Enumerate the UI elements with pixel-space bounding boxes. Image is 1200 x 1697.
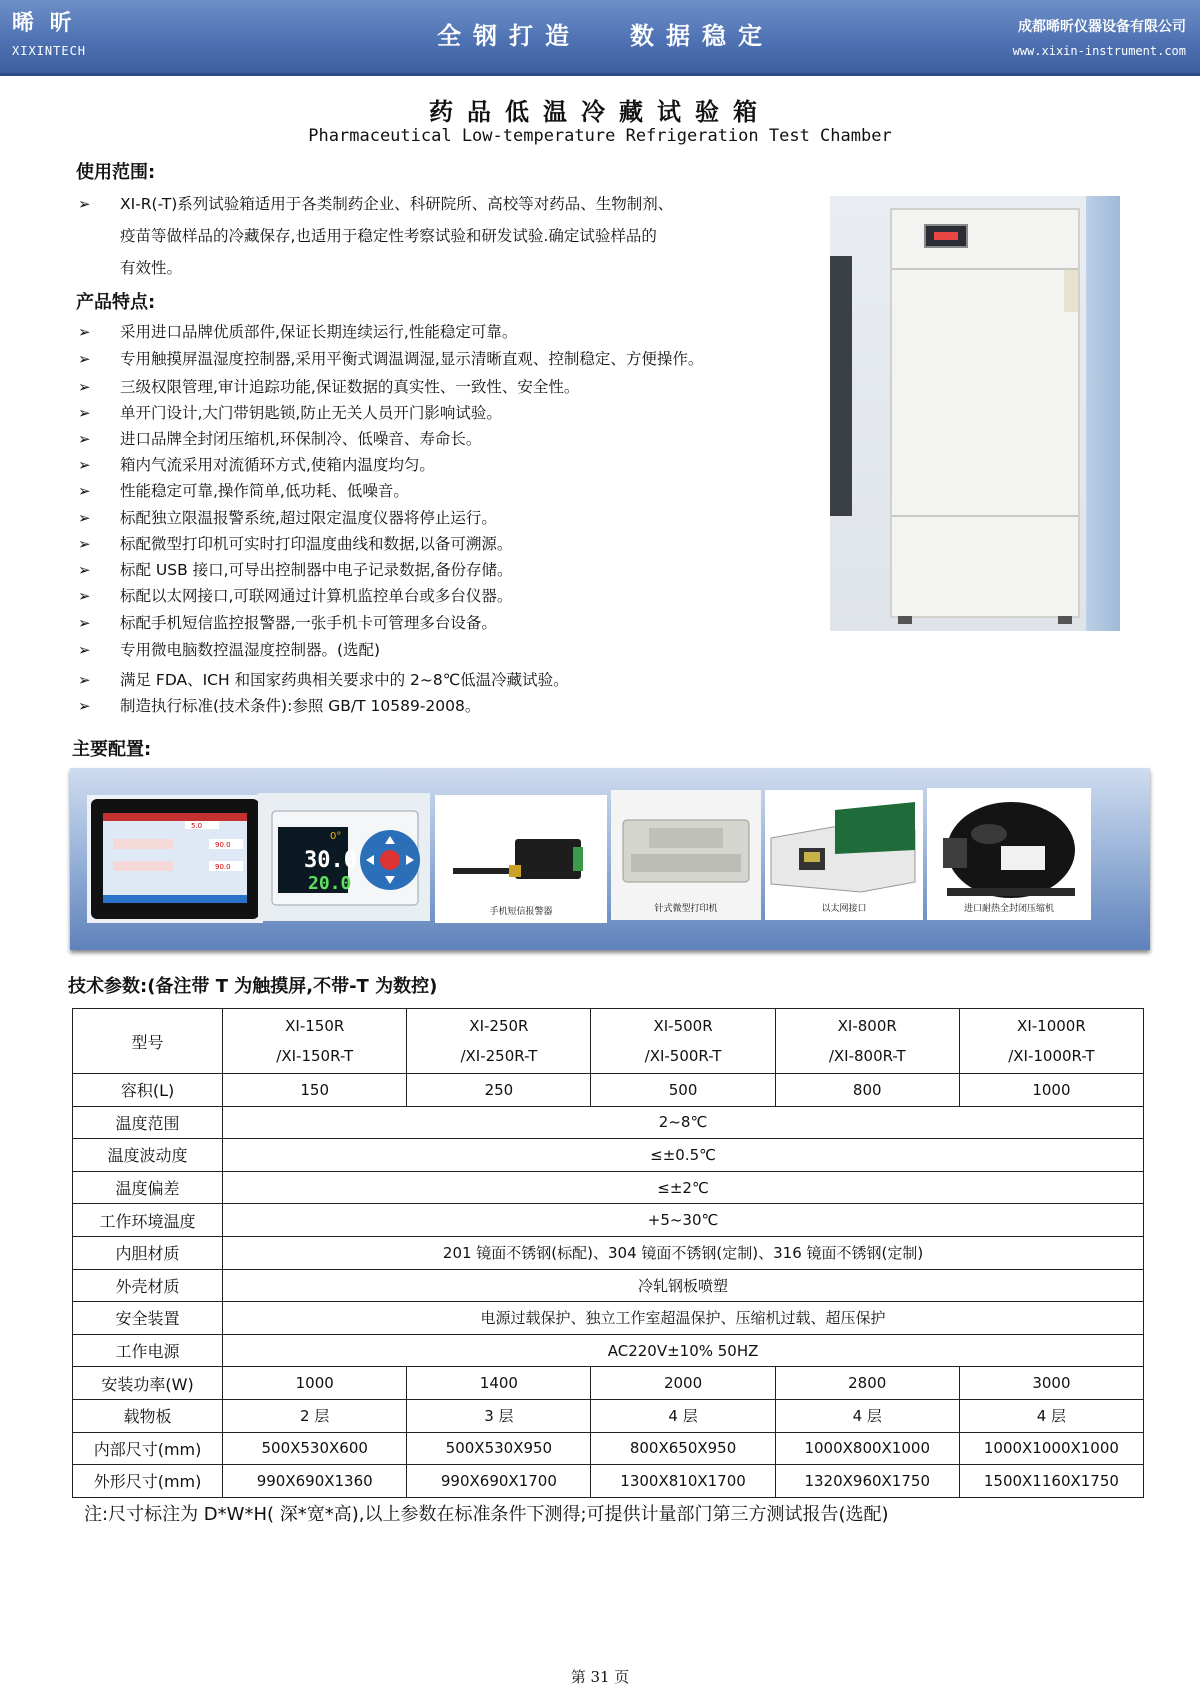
value-cell: 4 层: [959, 1399, 1143, 1432]
slogan-1: 全钢打造: [437, 22, 581, 50]
table-row: [73, 1432, 1144, 1465]
ethernet-card-image: [765, 790, 923, 920]
scope-heading: 使用范围:: [76, 162, 156, 183]
specs-heading: 技术参数:(备注带 T 为触摸屏,不带-T 为数控): [68, 976, 438, 997]
table-row: [73, 1269, 1144, 1302]
table-row: [73, 1367, 1144, 1400]
feature-item: ➢ 标配独立限温报警系统,超过限定温度仪器将停止运行。: [78, 509, 497, 527]
compressor-image: [927, 788, 1091, 920]
value-cell: 2 层: [223, 1399, 407, 1432]
config-image-strip: [70, 768, 1150, 950]
row-label: 型号: [73, 1009, 223, 1074]
merged-cell: 201 镜面不锈钢(标配)、304 镜面不锈钢(定制)、316 镜面不锈钢(定制): [223, 1236, 1144, 1269]
config-heading: 主要配置:: [72, 739, 152, 760]
chamber-cabinet-image: [890, 208, 1080, 618]
merged-cell: AC220V±10% 50HZ: [223, 1334, 1144, 1367]
bullet-arrow-icon: ➢: [78, 509, 91, 527]
bullet-arrow-icon: ➢: [78, 404, 91, 422]
bullet-arrow-icon: ➢: [78, 323, 91, 341]
value-cell: 990X690X1700: [407, 1465, 591, 1498]
page-number: 第 31 页: [570, 1668, 630, 1686]
value-cell: 1400: [407, 1367, 591, 1400]
table-row: [73, 1399, 1144, 1432]
table-row: [73, 1302, 1144, 1335]
value-cell: 500X530X950: [407, 1432, 591, 1465]
row-label: 容积(L): [73, 1074, 223, 1107]
sms-alarm-image: [435, 795, 607, 923]
table-row: [73, 1074, 1144, 1107]
table-row: [73, 1009, 1144, 1074]
row-label: 工作环境温度: [73, 1204, 223, 1237]
bullet-arrow-icon: ➢: [78, 456, 91, 474]
controller-display-top: 30.0: [304, 848, 357, 873]
value-cell: 3 层: [407, 1399, 591, 1432]
row-label: 温度范围: [73, 1106, 223, 1139]
row-label: 外壳材质: [73, 1269, 223, 1302]
value-cell: 1320X960X1750: [775, 1465, 959, 1498]
row-label: 内胆材质: [73, 1236, 223, 1269]
spec-table: [72, 1008, 1144, 1498]
merged-cell: 2~8℃: [223, 1106, 1144, 1139]
row-label: 安装功率(W): [73, 1367, 223, 1400]
merged-cell: 电源过载保护、独立工作室超温保护、压缩机过载、超压保护: [223, 1302, 1144, 1335]
bullet-arrow-icon: ➢: [78, 378, 91, 396]
bullet-arrow-icon: ➢: [78, 561, 91, 579]
product-photo: [830, 196, 1120, 631]
brand-logo-cn: 晞 昕: [12, 11, 76, 36]
bullet-arrow-icon: ➢: [78, 671, 91, 689]
row-label: 工作电源: [73, 1334, 223, 1367]
feature-item: ➢ 专用微电脑数控温湿度控制器。(选配): [78, 641, 381, 659]
table-row: [73, 1171, 1144, 1204]
value-cell: 1000X1000X1000: [959, 1432, 1143, 1465]
feature-item: ➢ 进口品牌全封闭压缩机,环保制冷、低噪音、寿命长。: [78, 430, 482, 448]
page-header: [0, 0, 1200, 76]
touch-value-2: 90.0: [215, 841, 231, 849]
row-label: 温度偏差: [73, 1171, 223, 1204]
row-label: 温度波动度: [73, 1139, 223, 1172]
feature-item: ➢ 性能稳定可靠,操作简单,低功耗、低噪音。: [78, 482, 409, 500]
bullet-arrow-icon: ➢: [78, 482, 91, 500]
numeric-controller-image: [258, 793, 430, 921]
value-cell: 1000X800X1000: [775, 1432, 959, 1465]
sms-alarm-caption: 手机短信报警器: [489, 907, 553, 917]
features-heading: 产品特点:: [76, 292, 156, 313]
feature-item: ➢ 标配微型打印机可实时打印温度曲线和数据,以备可溯源。: [78, 535, 513, 553]
touch-value-1: 5.0: [191, 822, 203, 830]
model-cell: XI-800R /XI-800R-T: [775, 1009, 959, 1074]
merged-cell: +5~30℃: [223, 1204, 1144, 1237]
feature-item: ➢ 标配以太网接口,可联网通过计算机监控单台或多台仪器。: [78, 587, 513, 605]
scope-line-3: 有效性。: [120, 259, 183, 277]
feature-item: ➢ 标配手机短信监控报警器,一张手机卡可管理多台设备。: [78, 614, 497, 632]
table-row: [73, 1139, 1144, 1172]
value-cell: 500: [591, 1074, 775, 1107]
value-cell: 2000: [591, 1367, 775, 1400]
table-row: [73, 1204, 1144, 1237]
model-cell: XI-250R /XI-250R-T: [407, 1009, 591, 1074]
value-cell: 1500X1160X1750: [959, 1465, 1143, 1498]
feature-item: ➢ 标配 USB 接口,可导出控制器中电子记录数据,备份存储。: [78, 561, 513, 579]
bullet-arrow-icon: ➢: [78, 535, 91, 553]
printer-image: [611, 790, 761, 920]
value-cell: 2800: [775, 1367, 959, 1400]
value-cell: 800X650X950: [591, 1432, 775, 1465]
ethernet-caption: 以太网接口: [821, 904, 867, 914]
value-cell: 4 层: [775, 1399, 959, 1432]
value-cell: 990X690X1360: [223, 1465, 407, 1498]
table-row: [73, 1334, 1144, 1367]
table-row: [73, 1465, 1144, 1498]
value-cell: 500X530X600: [223, 1432, 407, 1465]
bullet-arrow-icon: ➢: [78, 195, 91, 213]
scope-line-1: ➢ XI-R(-T)系列试验箱适用于各类制药企业、科研院所、高校等对药品、生物制剂、: [78, 195, 674, 213]
printer-caption: 针式微型打印机: [654, 904, 718, 914]
row-label: 载物板: [73, 1399, 223, 1432]
footnote: 注:尺寸标注为 D*W*H( 深*宽*高),以上参数在标准条件下测得;可提供计量部门第三方测试报告(选配): [84, 1504, 889, 1525]
bullet-arrow-icon: ➢: [78, 641, 91, 659]
feature-item: ➢ 满足 FDA、ICH 和国家药典相关要求中的 2~8℃低温冷藏试验。: [78, 671, 569, 689]
model-cell: XI-500R /XI-500R-T: [591, 1009, 775, 1074]
row-label: 内部尺寸(mm): [73, 1432, 223, 1465]
value-cell: 1000: [959, 1074, 1143, 1107]
slogan-2: 数据稳定: [630, 22, 774, 50]
brand-logo-en: XIXINTECH: [12, 44, 87, 58]
value-cell: 1000: [223, 1367, 407, 1400]
bullet-arrow-icon: ➢: [78, 430, 91, 448]
feature-item: ➢ 采用进口品牌优质部件,保证长期连续运行,性能稳定可靠。: [78, 323, 518, 341]
compressor-caption: 进口耐热全封闭压缩机: [963, 904, 1054, 914]
merged-cell: ≤±2℃: [223, 1171, 1144, 1204]
touchscreen-controller-image: [87, 795, 263, 923]
bullet-arrow-icon: ➢: [78, 614, 91, 632]
merged-cell: ≤±0.5℃: [223, 1139, 1144, 1172]
page-title: 药品低温冷藏试验箱: [429, 98, 771, 126]
bullet-arrow-icon: ➢: [78, 587, 91, 605]
value-cell: 3000: [959, 1367, 1143, 1400]
value-cell: 4 层: [591, 1399, 775, 1432]
value-cell: 150: [223, 1074, 407, 1107]
model-cell: XI-150R /XI-150R-T: [223, 1009, 407, 1074]
feature-item: ➢ 三级权限管理,审计追踪功能,保证数据的真实性、一致性、安全性。: [78, 378, 580, 396]
merged-cell: 冷轧钢板喷塑: [223, 1269, 1144, 1302]
bullet-arrow-icon: ➢: [78, 350, 91, 368]
row-label: 安全装置: [73, 1302, 223, 1335]
table-row: [73, 1106, 1144, 1139]
model-cell: XI-1000R /XI-1000R-T: [959, 1009, 1143, 1074]
touch-value-3: 90.0: [215, 863, 231, 871]
value-cell: 250: [407, 1074, 591, 1107]
feature-item: ➢ 制造执行标准(技术条件):参照 GB/T 10589-2008。: [78, 697, 481, 715]
feature-item: ➢ 单开门设计,大门带钥匙锁,防止无关人员开门影响试验。: [78, 404, 502, 422]
feature-item: ➢ 专用触摸屏温湿度控制器,采用平衡式调温调湿,显示清晰直观、控制稳定、方便操作。: [78, 350, 704, 368]
feature-item: ➢ 箱内气流采用对流循环方式,使箱内温度均匀。: [78, 456, 435, 474]
table-row: [73, 1236, 1144, 1269]
scope-line-2: 疫苗等做样品的冷藏保存,也适用于稳定性考察试验和研发试验.确定试验样品的: [120, 227, 657, 245]
bullet-arrow-icon: ➢: [78, 697, 91, 715]
page-subtitle: Pharmaceutical Low-temperature Refrigeration Test Chamber: [308, 126, 892, 146]
controller-display-bottom: 20.0: [308, 873, 352, 894]
company-website: www.xixin-instrument.com: [1012, 44, 1186, 58]
value-cell: 800: [775, 1074, 959, 1107]
row-label: 外形尺寸(mm): [73, 1465, 223, 1498]
company-name: 成都晞昕仪器设备有限公司: [1018, 19, 1186, 35]
svg-text:0°: 0°: [330, 831, 342, 842]
value-cell: 1300X810X1700: [591, 1465, 775, 1498]
